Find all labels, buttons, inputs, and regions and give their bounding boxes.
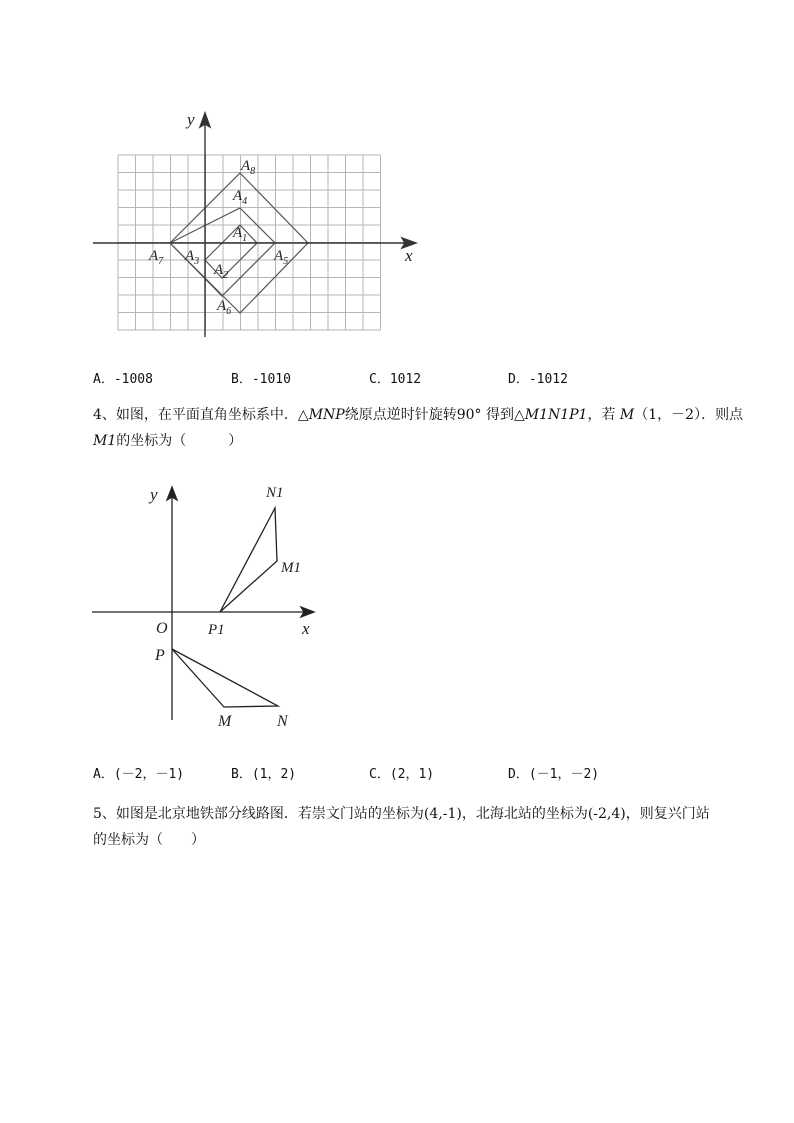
q5-line2: 的坐标为（ ） <box>93 832 205 848</box>
axis-y-label: y <box>150 485 158 504</box>
q3-option-b[interactable]: B．-1010 <box>231 372 291 387</box>
label-a3: $A_3$ <box>185 248 200 267</box>
q3-option-d[interactable]: D．-1012 <box>508 372 568 387</box>
label-a2: $A_2$ <box>214 262 229 281</box>
label-m: M <box>218 713 232 730</box>
point-labels <box>148 158 288 317</box>
q4-option-c[interactable]: C．(2，1) <box>369 767 435 782</box>
label-m1: M1 <box>281 560 301 576</box>
q5-line1: 5、如图是北京地铁部分线路图．若崇文门站的坐标为(4,-1)，北海北站的坐标为(-2,4)，则复兴门站 <box>93 806 710 822</box>
q4-line2: M1的坐标为（ ） <box>93 433 243 449</box>
label-a5: $A_5$ <box>274 248 289 267</box>
label-n1: N1 <box>266 485 284 501</box>
label-p1: P1 <box>208 622 225 638</box>
q3-option-c[interactable]: C．1012 <box>369 372 422 387</box>
q4-line1: 4、如图，在平面直角坐标系中．△MNP绕原点逆时针旋转90° 得到△M1N1P1，若 M（1，－2）．则点 <box>93 407 744 423</box>
point-m1: M1 <box>93 433 117 449</box>
q5-stem <box>93 801 773 853</box>
triangles <box>172 508 278 707</box>
label-n: N <box>277 713 288 730</box>
label-a4: $A_4$ <box>233 188 248 207</box>
figure-grid-squares <box>90 105 430 345</box>
q4-stem <box>93 402 753 454</box>
axis-x-label: x <box>302 619 310 638</box>
point-m: M <box>619 407 635 423</box>
q4-option-a[interactable]: A．(－2，－1) <box>93 767 185 782</box>
label-a1: $A_1$ <box>233 225 248 244</box>
label-a8: $A_8$ <box>241 158 256 177</box>
triangle-mnp: MNP <box>308 407 345 423</box>
q4-option-b[interactable]: B．(1，2) <box>231 767 297 782</box>
triangle-m1n1p1: M1N1P1 <box>524 407 588 423</box>
triangle-m1n1p1-shape <box>220 508 277 612</box>
label-a6: $A_6$ <box>217 298 232 317</box>
label-p: P <box>155 647 165 664</box>
figure-rotation <box>90 478 330 738</box>
triangle-mnp-shape <box>172 649 278 707</box>
origin-label: O <box>156 620 168 637</box>
q3-option-a[interactable]: A．-1008 <box>93 372 153 387</box>
axis-x-label: x <box>405 246 413 265</box>
axes <box>92 487 314 720</box>
square-a1 <box>205 225 257 278</box>
axis-y-label: y <box>187 110 195 129</box>
q4-option-d[interactable]: D．(－1，－2) <box>508 767 600 782</box>
label-a7: $A_7$ <box>149 248 164 267</box>
